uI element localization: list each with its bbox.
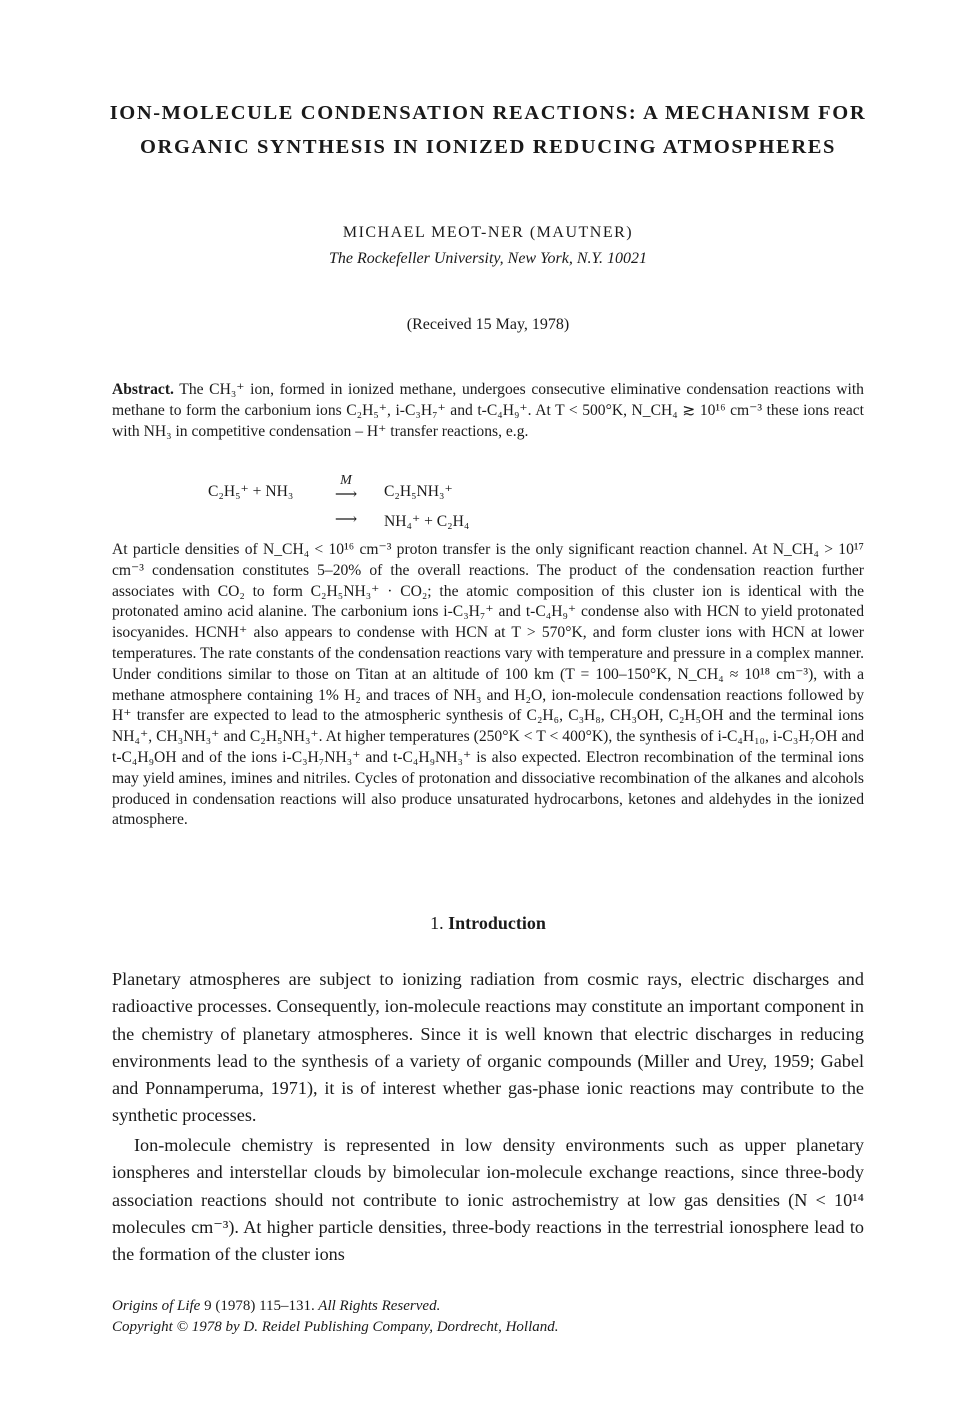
abstract-paragraph-1 (112, 380, 864, 442)
title-line-2: ORGANIC SYNTHESIS IN IONIZED REDUCING ATMOSPHERES (140, 136, 836, 158)
author-affiliation: The Rockefeller University, New York, N.Y. 10021 (329, 250, 647, 267)
author-name: MICHAEL MEOT-NER (MAUTNER) (342, 224, 634, 241)
rights-notice: All Rights Reserved. (318, 1298, 441, 1314)
reaction-arrow-icon: ⟶ (334, 486, 358, 503)
section-number: 1. (430, 913, 444, 933)
equation-product-1: C₂H₅NH₃⁺ (384, 483, 453, 500)
abstract-text-1: The CH₃⁺ ion, formed in ionized methane, undergoes consecutive eliminative condensation reactions with methane to form the carbonium ions C₂H₅⁺, i-C₃H₇⁺ and t-C₄H₉⁺. At T < 500°K, N_CH₄ ≳ 10¹⁶ cm⁻³ these ions react with NH₃ in competitive condensation – H⁺ transfer reactions, e.g. (112, 381, 864, 440)
abstract-paragraph-2: At particle densities of N_CH₄ < 10¹⁶ cm⁻³ proton transfer is the only significant reaction channel. At N_CH₄ > 10¹⁷ cm⁻³ condensation constitutes 5–20% of the overall reactions. The product of the condensation reaction further associates with CO₂ to form C₂H₅NH₃⁺ · CO₂; the atomic composition of this cluster ion is identical with the protonated amino acid alanine. The carbonium ions i-C₃H₇⁺ and t-C₄H₉⁺ condense also with HCN to yield protonated isocyanides. HCNH⁺ also appears to condense with HCN at T > 570°K, and form cluster ions with HCN at lower temperatures. The rate constants of the condensation reactions vary with temperature and pressure in a complex manner. Under conditions similar to those on Titan at an altitude of 100 km (T = 100–150°K, N_CH₄ ≈ 10¹⁸ cm⁻³), with a methane atmosphere containing 1% H₂ and traces of NH₃ and H₂O, ion-molecule condensation reactions followed by H⁺ transfer are expected to lead to the atmospheric synthesis of C₂H₆, C₃H₈, CH₃OH, C₂H₅OH and the terminal ions NH₄⁺, CH₃NH₃⁺ and C₂H₅NH₃⁺. At higher temperatures (250°K < T < 400°K), the synthesis of i-C₄H₁₀, i-C₃H₇OH and t-C₄H₉OH and of the ions i-C₃H₇NH₃⁺ and t-C₄H₉NH₃⁺ is also expected. Electron recombination of the terminal ions may yield amines, imines and nitriles. Cycles of protonation and dissociative recombination of the alkanes and alcohols produced in condensation reactions will also produce unsaturated hydrocarbons, ketones and aldehydes in the ionized atmosphere. (112, 541, 864, 829)
title-line-1: ION-MOLECULE CONDENSATION REACTIONS: A MECHANISM FOR (109, 102, 867, 124)
footer-citation (112, 1296, 440, 1317)
intro-paragraph-1: Planetary atmospheres are subject to ionizing radiation from cosmic rays, electric discharges and radioactive processes. Consequently, ion-molecule reactions may constitute an important component in the chemistry of planetary atmospheres. Since it is well known that electric discharges in reducing environments lead to the synthesis of a variety of organic compounds (Miller and Urey, 1959; Gabel and Ponnamperuma, 1971), it is of interest whether gas-phase ionic reactions may contribute to the synthetic processes. (112, 969, 864, 1126)
paper-title (60, 96, 916, 164)
abstract-label: Abstract. (112, 381, 174, 398)
journal-name: Origins of Life (112, 1298, 201, 1314)
footer-copyright: Copyright © 1978 by D. Reidel Publishing Company, Dordrecht, Holland. (112, 1319, 559, 1335)
received-date: (Received 15 May, 1978) (406, 316, 570, 333)
reaction-arrow-icon: ⟶ (334, 511, 358, 528)
journal-citation: 9 (1978) 115–131. (204, 1298, 315, 1314)
equation-arrow-catalyzed (320, 474, 372, 502)
intro-paragraph-2: Ion-molecule chemistry is represented in low density environments such as upper planetary ionspheres and interstellar clouds by bimolecular ion-molecule exchange reactions, since three-body association reactions should not contribute to ionic astrochemistry at low gas densities (N < 10¹⁴ molecules cm⁻³). At higher particle densities, three-body reactions in the terrestrial ionosphere lead to the formation of the cluster ions (112, 1135, 864, 1265)
section-heading (0, 913, 976, 934)
equation-catalyst: M (340, 473, 352, 488)
equation-product-2: NH₄⁺ + C₂H₄ (384, 513, 470, 530)
equation-reactants: C₂H₅⁺ + NH₃ (208, 483, 294, 500)
section-title: Introduction (448, 913, 546, 933)
